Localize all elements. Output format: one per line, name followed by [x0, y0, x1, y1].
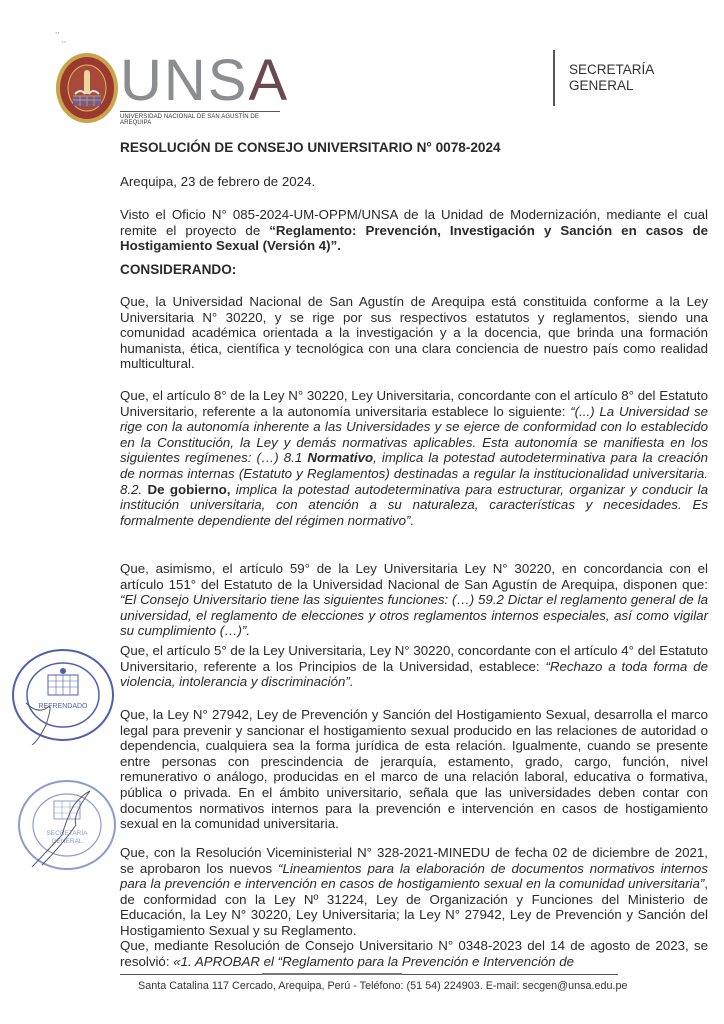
considerando-paragraph-4: [120, 643, 708, 690]
office-line-2: GENERAL: [569, 78, 634, 93]
stamp-label-2: GENERAL: [51, 838, 83, 845]
refrendado-stamp: [8, 645, 118, 745]
stamp-label: REFRENDADO: [38, 703, 88, 710]
p7-text: Que, mediante Resolución de Consejo Universitario N° 0348-2023 del 14 de agosto de 2023, se resolvió:: [120, 938, 708, 969]
resolution-date: Arequipa, 23 de febrero de 2024.: [120, 174, 316, 189]
university-seal-logo: [55, 52, 119, 124]
footer-divider-accent: [262, 973, 402, 975]
p6-quote: “Lineamientos para la elaboración de documentos normativos internos para la prevención e intervención en casos de hostigamiento sexual en la comunidad universitaria”: [120, 860, 708, 892]
university-wordmark: [120, 48, 290, 126]
scan-specks: ∙∙ ∙∙: [55, 28, 67, 46]
p6-text-post: , de conformidad con la Ley Nº 31224, Ley de Organización y Funciones del Ministerio de Educación, la Ley N° 30220, Ley Universitaria; la Ley N° 27942, Ley de Prevención y Sanción del Hostigamiento Sexual y su Reglamento.: [120, 876, 708, 938]
considerando-paragraph-7: [120, 938, 708, 969]
p2-quote-2: , implica la potestad autodeterminativa para la creación de normas internas (Estatuto y Reglamentos) destinadas a regular la institucionalidad universitaria. 8.2.: [120, 450, 708, 497]
considerando-paragraph-6: [120, 845, 708, 939]
resolution-title: RESOLUCIÓN DE CONSEJO UNIVERSITARIO N° 0078-2024: [120, 140, 501, 155]
footer-address: Santa Catalina 117 Cercado, Arequipa, Perú - Teléfono: (51 54) 224903. E-mail: secgen@unsa.edu.pe: [138, 980, 628, 992]
visto-paragraph: [120, 207, 708, 254]
visto-text: Visto el Oficio N° 085-2024-UM-OPPM/UNSA de la Unidad de Modernización, mediante el cual remite el proyecto de: [120, 207, 708, 238]
regulation-name: “Reglamento: Prevención, Investigación y Sanción en casos de Hostigamiento Sexual (Versión 4)”.: [120, 222, 709, 254]
p2-bold-2: De gobierno,: [147, 481, 231, 497]
p6-text: Que, con la Resolución Viceministerial N° 328-2021-MINEDU de fecha 02 de diciembre de 2021, se aprobaron los nuevos: [120, 845, 708, 876]
considerando-heading: CONSIDERANDO:: [120, 262, 237, 277]
p7-quote: «1. APROBAR el “Reglamento para la Prevención e Intervención de: [173, 953, 575, 969]
p3-quote: “El Consejo Universitario tiene las siguientes funciones: (…) 59.2 Dictar el reglamento general de la universidad, el reglamento de elecciones y otros reglamentos internos especiales, así como vigilar su cumplimiento (…)”.: [120, 592, 708, 639]
office-line-1: SECRETARÍA: [569, 62, 655, 77]
stamp-label-1: SECRETARÍA: [46, 830, 88, 837]
secretaria-general-stamp: [12, 775, 122, 875]
p2-bold-1: Normativo: [307, 450, 374, 466]
considerando-paragraph-3: [120, 561, 708, 639]
considerando-paragraph-1: Que, la Universidad Nacional de San Agustín de Arequipa está constituida conforme a la Ley Universitaria N° 30220, y se rige por sus respectivos estatutos y reglamentos, siendo una comunidad académica orientada a la investigación y a la docencia, que brinda una formación humanista, ética, científica y tecnológica con una clara conciencia de nuestro país como realidad multicultural.: [120, 294, 708, 372]
logo-word: UNSA: [120, 48, 290, 113]
considerando-paragraph-2: [120, 388, 708, 528]
p2-quote-1: “(...) La Universidad se rige con la autonomía inherente a las Universidades y se ejerce de conformidad con lo establecido en la Constitución, la Ley y demás normativas aplicables. Esta autonomía se manifiesta en los siguientes regímenes: (…) 8.1: [120, 403, 708, 466]
p3-text: Que, asimismo, el artículo 59° de la Ley Universitaria Ley N° 30220, en concordancia con el artículo 151° del Estatuto de la Universidad Nacional de San Agustín de Arequipa, disponen que:: [120, 561, 708, 592]
header-divider: [553, 50, 555, 106]
p2-quote-3: implica la potestad autodeterminativa para estructurar, organizar y conducir la institución universitaria, con atención a su naturaleza, características y necesidades. Es formalmente dependiente del régimen normativo”.: [120, 481, 708, 528]
considerando-paragraph-5: Que, la Ley N° 27942, Ley de Prevención y Sanción del Hostigamiento Sexual, desarrolla el marco legal para prevenir y sancionar el hostigamiento sexual producido en las relaciones de autoridad o dependencia, cualquiera sea la forma jurídica de esta relación. Igualmente, cuando se presente entre personas con prescindencia de jerarquía, estamento, grado, cargo, función, nivel remunerativo o análogo, producidas en el marco de una relación laboral, educativa o formativa, pública o privada. En el ámbito universitario, señala que las universidades deben contar con documentos normativos internos para la prevención e intervención en casos de hostigamiento sexual en la comunidad universitaria.: [120, 707, 708, 832]
p4-quote: “Rechazo a toda forma de violencia, intolerancia y discriminación”.: [120, 658, 708, 690]
logo-subtitle: UNIVERSIDAD NACIONAL DE SAN AGUSTÍN DE AREQUIPA: [120, 111, 280, 126]
p2-text: Que, el artículo 8° de la Ley N° 30220, Ley Universitaria, concordante con el artículo 8° del Estatuto Universitario, referente a la autonomía universitaria establece lo siguiente:: [120, 388, 708, 419]
p4-text: Que, el artículo 5° de la Ley Universitaria, Ley N° 30220, concordante con el artículo 4° del Estatuto Universitario, referente a los Principios de la Universidad, establece:: [120, 643, 708, 674]
office-name: [569, 62, 654, 94]
